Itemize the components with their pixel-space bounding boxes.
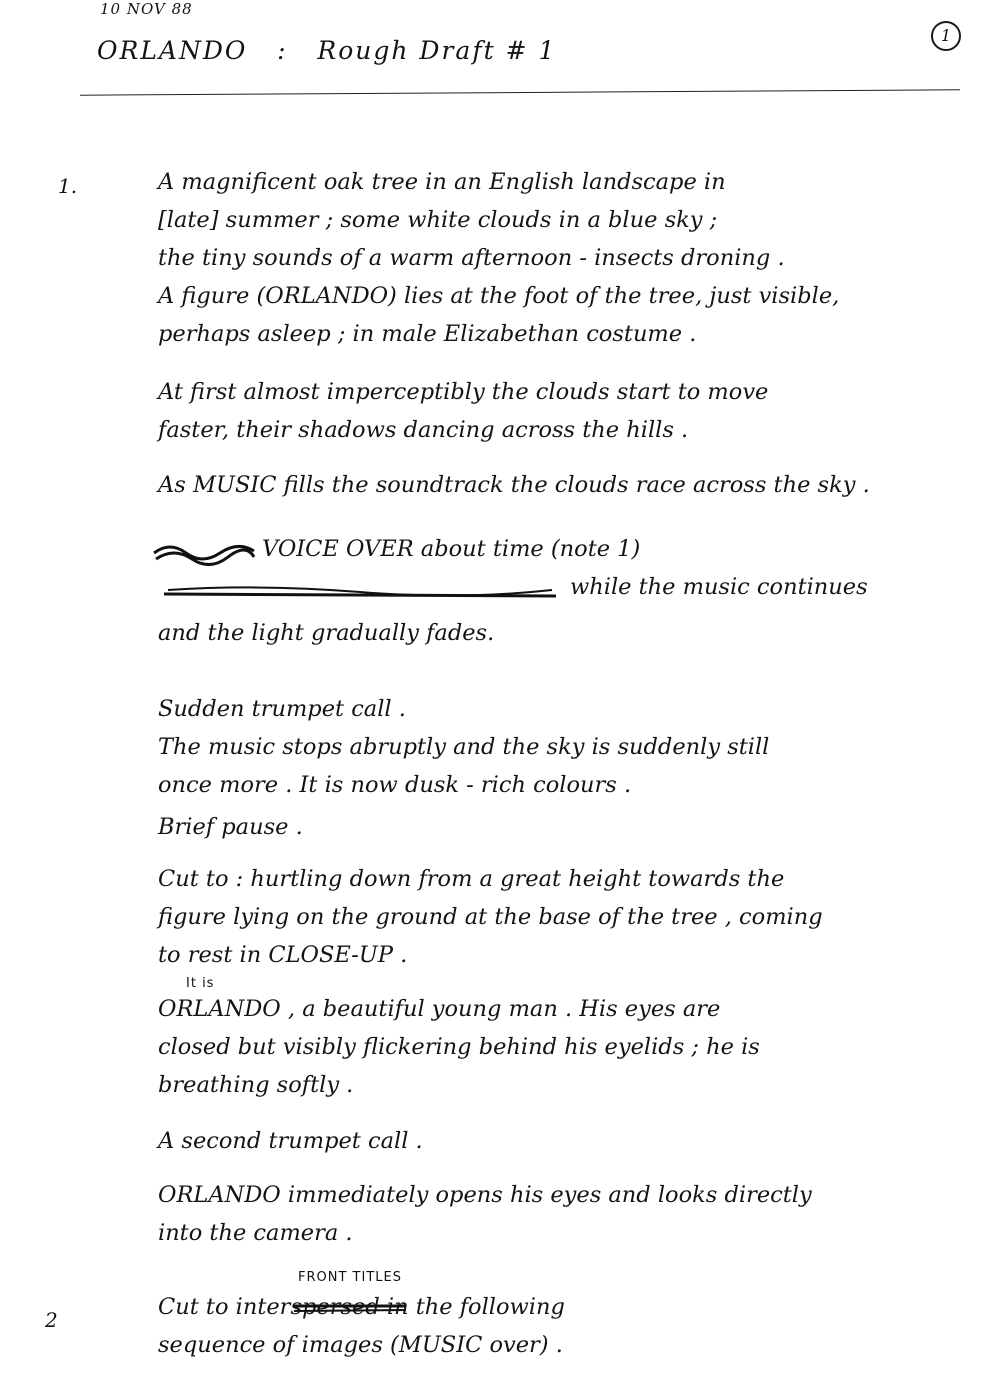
- scene-1-paragraph-2: [158, 373, 958, 449]
- text-line: while the music continues: [570, 574, 868, 600]
- text-line: [late] summer ; some white clouds in a blue sky ;: [158, 207, 718, 233]
- text-line: once more . It is now dusk - rich colours .: [158, 772, 632, 798]
- text-line: figure lying on the ground at the base of the tree , coming: [158, 904, 823, 930]
- text-line: A magnificent oak tree in an English landscape in: [158, 169, 726, 195]
- crossed-out-line: [160, 574, 560, 614]
- scene-1-paragraph-6: [158, 808, 958, 846]
- scene-1-paragraph-5: [158, 690, 958, 804]
- text-line: into the camera .: [158, 1220, 353, 1246]
- text-line: perhaps asleep ; in male Elizabethan costume .: [158, 321, 697, 347]
- scene-1-paragraph-4: [262, 530, 984, 568]
- scene-1-paragraph-9: [158, 1122, 958, 1160]
- text-line: sequence of images (MUSIC over) .: [158, 1332, 563, 1358]
- text-line: A second trumpet call .: [158, 1128, 423, 1154]
- text-line: VOICE OVER about time (note 1): [262, 536, 641, 562]
- text-line: Brief pause .: [158, 814, 303, 840]
- inserted-front-titles: FRONT TITLES: [298, 1270, 402, 1285]
- text-line: Sudden trumpet call .: [158, 696, 406, 722]
- text-line: The music stops abruptly and the sky is suddenly still: [158, 734, 770, 760]
- text-line: breathing softly .: [158, 1072, 354, 1098]
- text-line: and the light gradually fades.: [158, 620, 495, 646]
- scene-1-paragraph-7: [158, 860, 958, 974]
- header-divider: [80, 89, 960, 95]
- scene-number-2: 2: [45, 1308, 58, 1332]
- text-line: the tiny sounds of a warm afternoon - insects droning .: [158, 245, 785, 271]
- text-line: At first almost imperceptibly the clouds start to move: [158, 379, 769, 405]
- text-line: to rest in CLOSE-UP .: [158, 942, 408, 968]
- title-separator: :: [277, 36, 288, 65]
- crossed-out-scribble: [150, 533, 260, 573]
- inserted-it-is: It is: [186, 976, 215, 991]
- scene-1-paragraph-4-cont: [570, 568, 984, 606]
- title-orlando: ORLANDO: [97, 36, 248, 65]
- text-line: A figure (ORLANDO) lies at the foot of the tree, just visible,: [158, 283, 840, 309]
- text-line: faster, their shadows dancing across the hills .: [158, 417, 689, 443]
- draft-date: 10 NOV 88: [100, 0, 193, 18]
- text-line: Cut to interspersed in the following: [158, 1294, 565, 1320]
- text-line: closed but visibly flickering behind his eyelids ; he is: [158, 1034, 760, 1060]
- scene-1-paragraph-1: [158, 163, 958, 353]
- scene-1-paragraph-10: [158, 1176, 958, 1252]
- scene-1-paragraph-4-end: [158, 614, 958, 652]
- page-number-circle: 1: [931, 21, 961, 51]
- scene-1-paragraph-3: [158, 466, 958, 504]
- page-title: [97, 36, 556, 65]
- scene-2-paragraph-1: [158, 1288, 958, 1364]
- scene-1-paragraph-8: [158, 990, 958, 1104]
- text-line: As MUSIC fills the soundtrack the clouds race across the sky .: [158, 472, 870, 498]
- title-subtitle: Rough Draft # 1: [317, 36, 557, 65]
- text-line: Cut to : hurtling down from a great height towards the: [158, 866, 785, 892]
- text-line: ORLANDO immediately opens his eyes and looks directly: [158, 1182, 812, 1208]
- text-line: ORLANDO , a beautiful young man . His eyes are: [158, 996, 721, 1022]
- scene-number-1: 1.: [58, 174, 78, 198]
